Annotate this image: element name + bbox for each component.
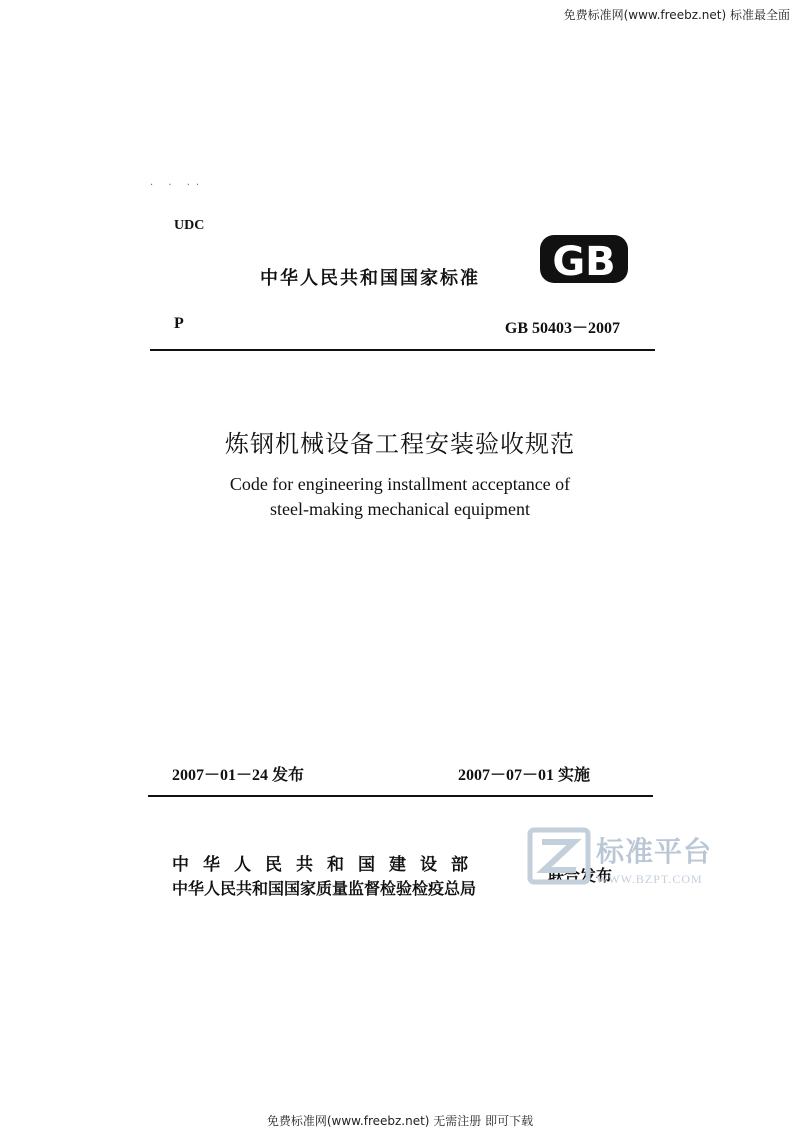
bottom-divider [148, 795, 653, 797]
gb-logo [538, 233, 630, 285]
standard-code: GB 50403－2007 [504, 320, 620, 337]
top-divider [150, 349, 655, 351]
title-chinese: 炼钢机械设备工程安装验收规范 [225, 430, 575, 458]
header-banner: 免费标准网(www.freebz.net) 标准最全面 [563, 8, 790, 22]
implementation-date: 2007－07－01 实施 [458, 767, 591, 784]
issuer-ministry: 中华人民共和国建设部 [172, 855, 482, 875]
title-english [0, 472, 800, 522]
watermark-url: WWW.BZPT.COM [596, 872, 703, 886]
scan-specks: · · ·· [150, 180, 206, 191]
watermark-text: 标准平台 [596, 835, 713, 868]
watermark-logo-icon [524, 826, 594, 886]
standard-type: 中华人民共和国国家标准 [260, 268, 480, 289]
title-english-line-2: steel-making mechanical equipment [270, 499, 530, 519]
category-code: P [174, 315, 184, 332]
joint-issue-label: 联合发布 [548, 866, 613, 885]
footer-banner: 免费标准网(www.freebz.net) 无需注册 即可下载 [266, 1114, 534, 1128]
gb-logo-text: GB [552, 239, 616, 285]
issue-date: 2007－01－24 发布 [172, 767, 305, 784]
title-english-line-1: Code for engineering installment acceptance of [229, 474, 571, 494]
issuer-aqsiq: 中华人民共和国国家质量监督检验检疫总局 [172, 879, 477, 898]
udc-label: UDC [174, 218, 205, 233]
